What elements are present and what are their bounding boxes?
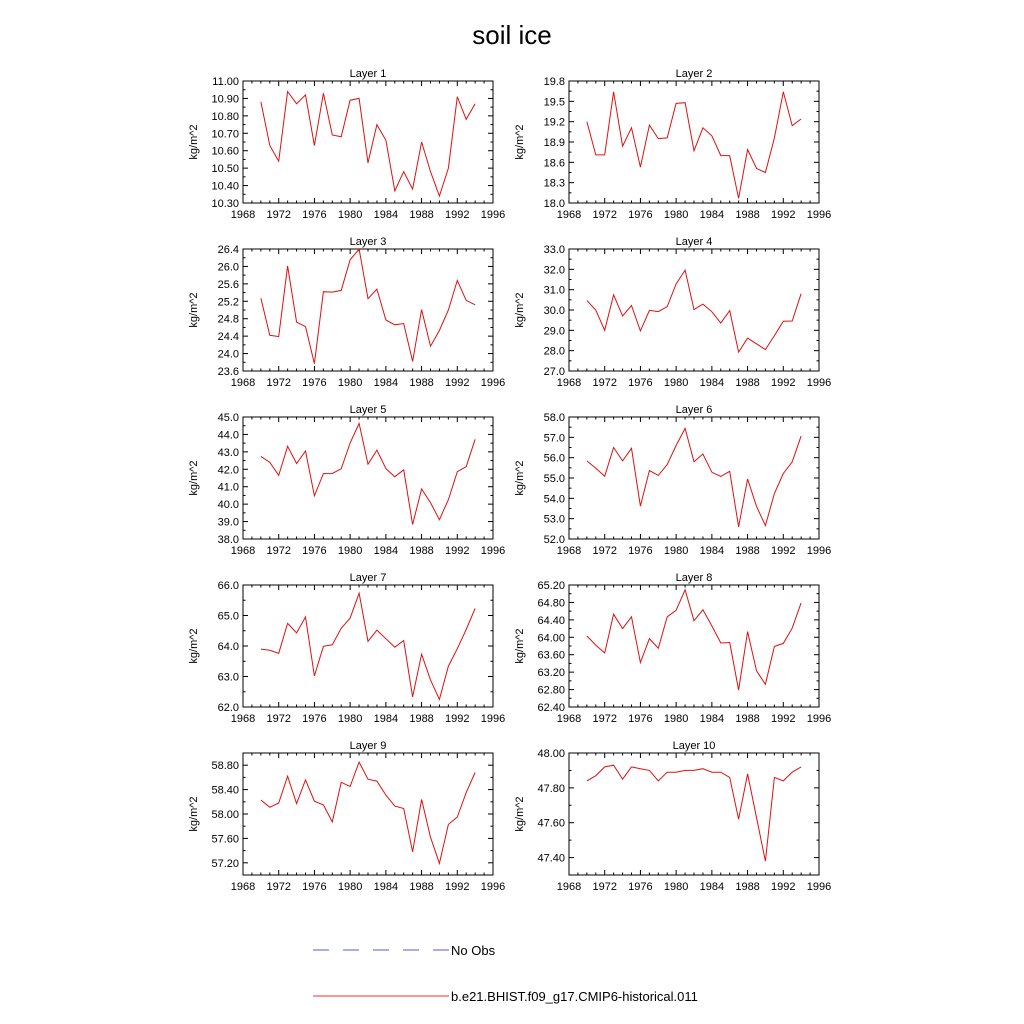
x-tick-label: 1980 xyxy=(663,377,689,389)
legend-entry-no-obs xyxy=(313,943,496,958)
panel-title: Layer 10 xyxy=(672,740,716,752)
y-tick-label: 62.0 xyxy=(217,702,239,714)
y-tick-label: 10.60 xyxy=(211,145,239,158)
x-tick-label: 1968 xyxy=(230,881,256,893)
legend-entry-model xyxy=(313,989,698,1004)
y-tick-label: 64.40 xyxy=(537,614,565,627)
series-line xyxy=(587,765,801,861)
y-tick-label: 19.5 xyxy=(543,96,565,109)
y-tick-label: 31.0 xyxy=(543,284,565,297)
y-tick-label: 10.80 xyxy=(211,110,239,123)
x-tick-label: 1992 xyxy=(445,881,470,893)
series-line xyxy=(587,270,801,352)
y-tick-label: 26.0 xyxy=(217,261,239,274)
panel-title: Layer 6 xyxy=(675,404,713,416)
panel-layer-4 xyxy=(514,236,831,389)
panel-layer-5 xyxy=(188,404,505,557)
x-tick-label: 1984 xyxy=(373,377,399,389)
panel-title: Layer 3 xyxy=(349,236,387,248)
x-tick-label: 1984 xyxy=(373,713,399,725)
y-tick-label: 30.0 xyxy=(543,305,565,317)
x-tick-label: 1980 xyxy=(663,209,689,221)
y-tick-label: 18.6 xyxy=(543,157,565,170)
y-axis-label: kg/m^2 xyxy=(514,460,526,496)
x-tick-label: 1972 xyxy=(266,713,291,725)
x-tick-label: 1996 xyxy=(806,209,832,221)
x-tick-label: 1968 xyxy=(230,377,256,389)
x-tick-label: 1980 xyxy=(663,881,689,893)
y-tick-label: 10.40 xyxy=(211,180,239,193)
y-tick-label: 23.6 xyxy=(217,366,239,378)
y-tick-label: 32.0 xyxy=(543,264,565,277)
panel-title: Layer 8 xyxy=(675,572,713,584)
x-tick-label: 1988 xyxy=(409,713,434,725)
panel-title: Layer 1 xyxy=(349,68,387,80)
series-line xyxy=(587,590,801,690)
y-tick-label: 43.0 xyxy=(217,446,239,459)
figure-title: soil ice xyxy=(472,20,552,50)
plot-frame xyxy=(569,753,819,875)
x-tick-label: 1996 xyxy=(480,881,506,893)
y-tick-label: 18.3 xyxy=(543,177,565,190)
x-tick-label: 1972 xyxy=(592,209,617,221)
y-tick-label: 56.0 xyxy=(543,452,565,465)
legend xyxy=(313,943,698,1004)
y-tick-label: 25.6 xyxy=(217,278,239,291)
y-tick-label: 57.20 xyxy=(211,857,239,870)
y-tick-label: 10.70 xyxy=(211,128,239,141)
x-tick-label: 1988 xyxy=(735,713,760,725)
y-tick-label: 66.0 xyxy=(217,580,239,592)
x-tick-label: 1976 xyxy=(302,881,327,893)
series-line xyxy=(261,762,475,863)
y-tick-label: 11.00 xyxy=(212,76,239,88)
y-tick-label: 58.40 xyxy=(211,784,239,797)
x-tick-label: 1968 xyxy=(556,209,582,221)
x-tick-label: 1988 xyxy=(409,377,434,389)
x-tick-label: 1980 xyxy=(337,881,363,893)
y-tick-label: 47.60 xyxy=(537,817,565,830)
y-tick-label: 47.40 xyxy=(537,852,565,865)
x-tick-label: 1976 xyxy=(302,377,327,389)
x-tick-label: 1968 xyxy=(556,713,582,725)
x-tick-label: 1992 xyxy=(445,545,470,557)
y-tick-label: 63.0 xyxy=(217,671,239,684)
y-axis-label: kg/m^2 xyxy=(514,628,526,664)
x-tick-label: 1996 xyxy=(806,545,832,557)
plot-frame xyxy=(243,753,493,875)
x-tick-label: 1984 xyxy=(373,545,399,557)
x-tick-label: 1972 xyxy=(266,545,291,557)
panel-grid xyxy=(188,68,831,893)
y-tick-label: 63.60 xyxy=(537,649,565,662)
y-tick-label: 25.2 xyxy=(217,296,239,309)
y-tick-label: 42.0 xyxy=(217,464,239,477)
x-tick-label: 1972 xyxy=(266,377,291,389)
x-tick-label: 1968 xyxy=(230,545,256,557)
legend-label: No Obs xyxy=(451,943,496,958)
y-tick-label: 19.8 xyxy=(543,76,565,88)
y-tick-label: 29.0 xyxy=(543,325,565,338)
y-tick-label: 58.80 xyxy=(211,760,239,773)
panel-title: Layer 4 xyxy=(675,236,713,248)
x-tick-label: 1976 xyxy=(302,713,327,725)
x-tick-label: 1992 xyxy=(771,209,796,221)
x-tick-label: 1980 xyxy=(337,713,363,725)
y-tick-label: 38.0 xyxy=(217,534,239,546)
x-tick-label: 1972 xyxy=(592,713,617,725)
x-tick-label: 1988 xyxy=(409,545,434,557)
y-tick-label: 44.0 xyxy=(217,429,239,442)
x-tick-label: 1968 xyxy=(230,713,256,725)
x-tick-label: 1988 xyxy=(735,545,760,557)
y-axis-label: kg/m^2 xyxy=(514,796,526,832)
x-tick-label: 1984 xyxy=(699,545,725,557)
y-tick-label: 24.0 xyxy=(217,348,239,361)
x-tick-label: 1988 xyxy=(409,209,434,221)
y-tick-label: 62.80 xyxy=(537,684,565,697)
y-tick-label: 58.0 xyxy=(543,412,565,424)
y-tick-label: 63.20 xyxy=(537,667,565,680)
x-tick-label: 1992 xyxy=(771,713,796,725)
y-tick-label: 58.00 xyxy=(211,809,239,821)
y-tick-label: 39.0 xyxy=(217,516,239,529)
y-tick-label: 40.0 xyxy=(217,499,239,512)
x-tick-label: 1976 xyxy=(628,377,653,389)
panel-title: Layer 7 xyxy=(349,572,387,584)
x-tick-label: 1988 xyxy=(735,209,760,221)
y-axis-label: kg/m^2 xyxy=(188,124,200,160)
y-tick-label: 47.80 xyxy=(537,782,565,795)
y-tick-label: 18.9 xyxy=(543,137,565,149)
series-line xyxy=(261,249,475,364)
y-axis-label: kg/m^2 xyxy=(188,628,200,664)
panel-layer-8 xyxy=(514,572,831,725)
y-axis-label: kg/m^2 xyxy=(188,460,200,496)
y-tick-label: 62.40 xyxy=(537,702,565,714)
legend-label: b.e21.BHIST.f09_g17.CMIP6-historical.011 xyxy=(451,989,698,1004)
x-tick-label: 1984 xyxy=(699,209,725,221)
x-tick-label: 1980 xyxy=(663,713,689,725)
y-tick-label: 65.0 xyxy=(217,610,239,623)
panel-layer-3 xyxy=(188,236,505,389)
panel-title: Layer 2 xyxy=(675,68,713,80)
x-tick-label: 1984 xyxy=(699,377,725,389)
x-tick-label: 1968 xyxy=(556,545,582,557)
y-tick-label: 10.50 xyxy=(211,163,239,176)
x-tick-label: 1992 xyxy=(771,545,796,557)
x-tick-label: 1968 xyxy=(556,881,582,893)
series-line xyxy=(261,92,475,197)
x-tick-label: 1996 xyxy=(480,545,506,557)
y-tick-label: 10.30 xyxy=(211,198,239,210)
series-line xyxy=(587,92,801,199)
x-tick-label: 1996 xyxy=(480,713,506,725)
y-tick-label: 41.0 xyxy=(217,481,239,494)
panel-layer-1 xyxy=(188,68,505,221)
x-tick-label: 1972 xyxy=(592,377,617,389)
x-tick-label: 1980 xyxy=(337,377,363,389)
x-tick-label: 1972 xyxy=(266,209,291,221)
y-tick-label: 33.0 xyxy=(543,244,565,256)
x-tick-label: 1980 xyxy=(337,545,363,557)
y-tick-label: 27.0 xyxy=(543,366,565,378)
x-tick-label: 1976 xyxy=(628,545,653,557)
x-tick-label: 1992 xyxy=(771,881,796,893)
x-tick-label: 1988 xyxy=(735,881,760,893)
y-tick-label: 54.0 xyxy=(543,493,565,506)
y-axis-label: kg/m^2 xyxy=(188,292,200,328)
x-tick-label: 1984 xyxy=(699,713,725,725)
y-tick-label: 48.00 xyxy=(537,748,565,760)
x-tick-label: 1984 xyxy=(373,209,399,221)
panel-title: Layer 5 xyxy=(349,404,387,416)
x-tick-label: 1984 xyxy=(699,881,725,893)
x-tick-label: 1996 xyxy=(480,209,506,221)
y-axis-label: kg/m^2 xyxy=(514,124,526,160)
plot-frame xyxy=(243,249,493,371)
x-tick-label: 1988 xyxy=(409,881,434,893)
panel-layer-7 xyxy=(188,572,505,725)
x-tick-label: 1976 xyxy=(302,209,327,221)
x-tick-label: 1976 xyxy=(628,713,653,725)
x-tick-label: 1972 xyxy=(266,881,291,893)
x-tick-label: 1972 xyxy=(592,881,617,893)
y-tick-label: 24.4 xyxy=(217,331,239,344)
y-axis-label: kg/m^2 xyxy=(514,292,526,328)
series-line xyxy=(261,593,475,699)
x-tick-label: 1976 xyxy=(628,881,653,893)
panel-layer-9 xyxy=(188,740,505,893)
y-tick-label: 18.0 xyxy=(543,198,565,210)
x-tick-label: 1968 xyxy=(230,209,256,221)
x-tick-label: 1996 xyxy=(806,881,832,893)
y-tick-label: 26.4 xyxy=(217,244,239,256)
series-line xyxy=(261,423,475,524)
y-tick-label: 55.0 xyxy=(543,473,565,485)
x-tick-label: 1976 xyxy=(628,209,653,221)
x-tick-label: 1996 xyxy=(480,377,506,389)
y-tick-label: 52.0 xyxy=(543,534,565,546)
x-tick-label: 1968 xyxy=(556,377,582,389)
y-tick-label: 24.8 xyxy=(217,313,239,326)
y-tick-label: 53.0 xyxy=(543,513,565,526)
panel-layer-10 xyxy=(514,740,831,893)
x-tick-label: 1992 xyxy=(445,209,470,221)
y-tick-label: 64.80 xyxy=(537,597,565,610)
y-tick-label: 45.0 xyxy=(217,412,239,424)
x-tick-label: 1980 xyxy=(337,209,363,221)
x-tick-label: 1996 xyxy=(806,377,832,389)
x-tick-label: 1992 xyxy=(445,713,470,725)
y-tick-label: 57.60 xyxy=(211,833,239,846)
y-tick-label: 28.0 xyxy=(543,345,565,358)
x-tick-label: 1980 xyxy=(663,545,689,557)
y-tick-label: 57.0 xyxy=(543,432,565,445)
y-tick-label: 64.00 xyxy=(537,632,565,645)
x-tick-label: 1976 xyxy=(302,545,327,557)
y-tick-label: 64.0 xyxy=(217,641,239,653)
panel-title: Layer 9 xyxy=(349,740,387,752)
y-tick-label: 65.20 xyxy=(537,580,565,592)
x-tick-label: 1972 xyxy=(592,545,617,557)
x-tick-label: 1984 xyxy=(373,881,399,893)
x-tick-label: 1988 xyxy=(735,377,760,389)
x-tick-label: 1992 xyxy=(445,377,470,389)
y-tick-label: 19.2 xyxy=(543,116,565,129)
y-tick-label: 10.90 xyxy=(211,93,239,106)
series-line xyxy=(587,428,801,526)
x-tick-label: 1996 xyxy=(806,713,832,725)
y-axis-label: kg/m^2 xyxy=(188,796,200,832)
plot-frame xyxy=(243,81,493,203)
panel-layer-2 xyxy=(514,68,831,221)
panel-layer-6 xyxy=(514,404,831,557)
x-tick-label: 1992 xyxy=(771,377,796,389)
